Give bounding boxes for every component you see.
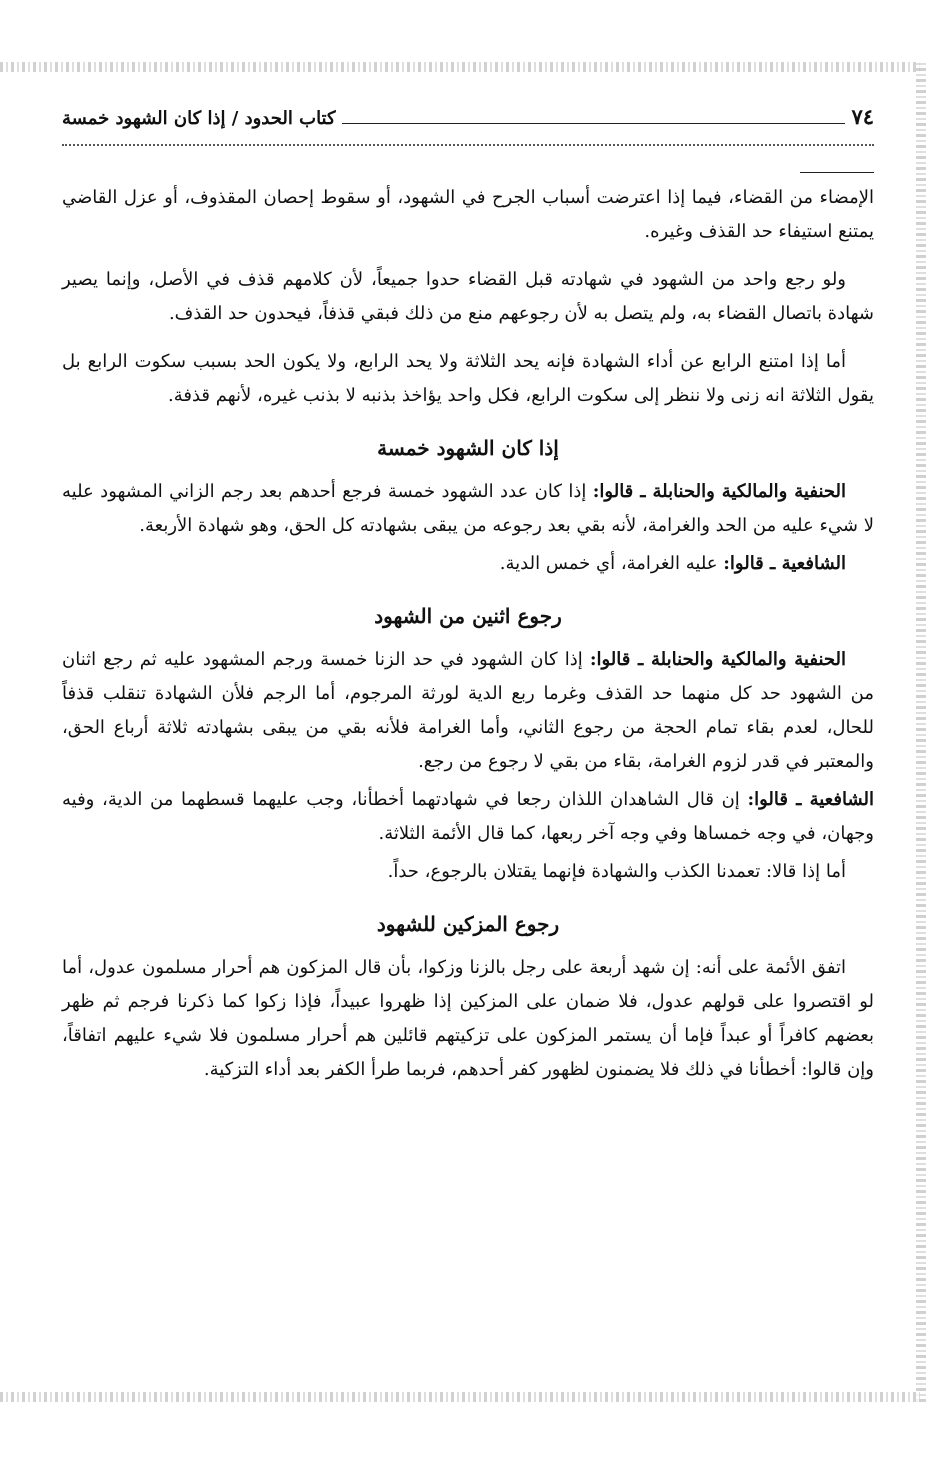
paragraph-muzakkin: اتفق الأئمة على أنه: إن شهد أربعة على رجل بالزنا وزكوا، بأن قال المزكون هم أحرار مسلمون عدول، أما لو اقتصروا على قولهم عدول، فلا ضمان على المزكين إذا ظهروا عبيداً، فإذا زكوا كما ذكرنا فرجم ثم ظهر بعضهم كافراً أو عبداً فإما أن يستمر المزكون على تزكيتهم قائلين هم أحرار مسلمون فلا شيء عليهم اتفاقاً، وإن قالوا: أخطأنا في ذلك فلا يضمنون لظهور كفر أحدهم، فربما طرأ الكفر بعد أداء التزكية. [62, 957, 874, 1080]
section-heading-two-witnesses: رجوع اثنين من الشهود [374, 604, 562, 628]
paragraph-text: إذا كان عدد الشهود خمسة فرجع أحدهم بعد رجم الزاني المشهود عليه لا شيء عليه من الحد والغرامة، لأنه بقي بعد رجوعه من يبقى بشهادته كل الحق، وهو شهادة الأربعة. [62, 481, 874, 536]
paragraph-fourth-witness-refusal: أما إذا امتنع الرابع عن أداء الشهادة فإنه يحد الثلاثة ولا يحد الرابع، ولا يكون الحد بسبب سكوت الرابع بل يقول الثلاثة انه زنى ولا ننظر إلى سكوت الرابع، فكل واحد يؤاخذ بذنبه لا بذنب غيره، لأنهم قذفة. [62, 351, 874, 406]
continuation-rule [800, 172, 874, 173]
madhhab-label: الحنفية والمالكية والحنابلة ـ قالوا: [589, 649, 846, 670]
page-border-bottom [0, 1392, 920, 1402]
paragraph-continuation: الإمضاء من القضاء، فيما إذا اعترضت أسباب الجرح في الشهود، أو سقوط إحصان المقذوف، أو عزل القاضي يمتنع استيفاء حد القذف وغيره. [62, 187, 874, 242]
paragraph-two-shafii [62, 783, 874, 851]
paragraph-five-majority [62, 475, 874, 543]
paragraph-text: إذا كان الشهود في حد الزنا خمسة ورجم المشهود عليه ثم رجع اثنان من الشهود حد كل منهما حد القذف وغرما ربع الدية لورثة المرجوم، أما الرجم فلأن الشهادة تنقلب قذفاً للحال، لعدم بقاء تمام الحجة من رجوع الثاني، وأما الغرامة فلأنه بقي من يبقى بشهادته ثلاثة أرباع الحق، والمعتبر في قدر لزوم الغرامة، بقاء من بقي لا رجوع من رجع. [62, 649, 874, 772]
running-title: كتاب الحدود / إذا كان الشهود خمسة [62, 108, 336, 129]
paragraph-retraction-before-judgment: ولو رجع واحد من الشهود في شهادته قبل القضاء حدوا جميعاً، لأن كلامهم قذف في الأصل، وإنما يصير شهادة باتصال القضاء به، ولم يتصل به لأن رجوعهم منع من ذلك فبقي قذفاً، فيحدون حد القذف. [62, 269, 874, 324]
paragraph-text: إن قال الشاهدان اللذان رجعا في شهادتهما أخطأنا، وجب عليهما قسطهما من الدية، وفيه وجهان، في وجه خمساها وفي وجه آخر ربعها، كما قال الأئمة الثلاثة. [62, 789, 874, 844]
madhhab-label: الشافعية ـ قالوا: [747, 789, 874, 810]
madhhab-label: الحنفية والمالكية والحنابلة ـ قالوا: [592, 481, 846, 502]
madhhab-label: الشافعية ـ قالوا: [723, 553, 846, 574]
page-number: ٧٤ [851, 104, 874, 129]
paragraph-five-shafii [62, 547, 874, 581]
header-dotted-rule [62, 144, 874, 150]
section-heading-five-witnesses: إذا كان الشهود خمسة [377, 436, 559, 460]
paragraph-two-intentional: أما إذا قالا: تعمدنا الكذب والشهادة فإنهما يقتلان بالرجوع، حداً. [387, 861, 846, 882]
running-header [62, 104, 874, 140]
book-page [62, 104, 874, 1101]
page-border-top [0, 62, 920, 72]
paragraph-text: عليه الغرامة، أي خمس الدية. [499, 553, 724, 574]
section-heading-muzakkin: رجوع المزكين للشهود [376, 912, 560, 936]
header-rule [342, 113, 846, 124]
page-border-right [916, 62, 926, 1402]
paragraph-two-majority [62, 643, 874, 779]
